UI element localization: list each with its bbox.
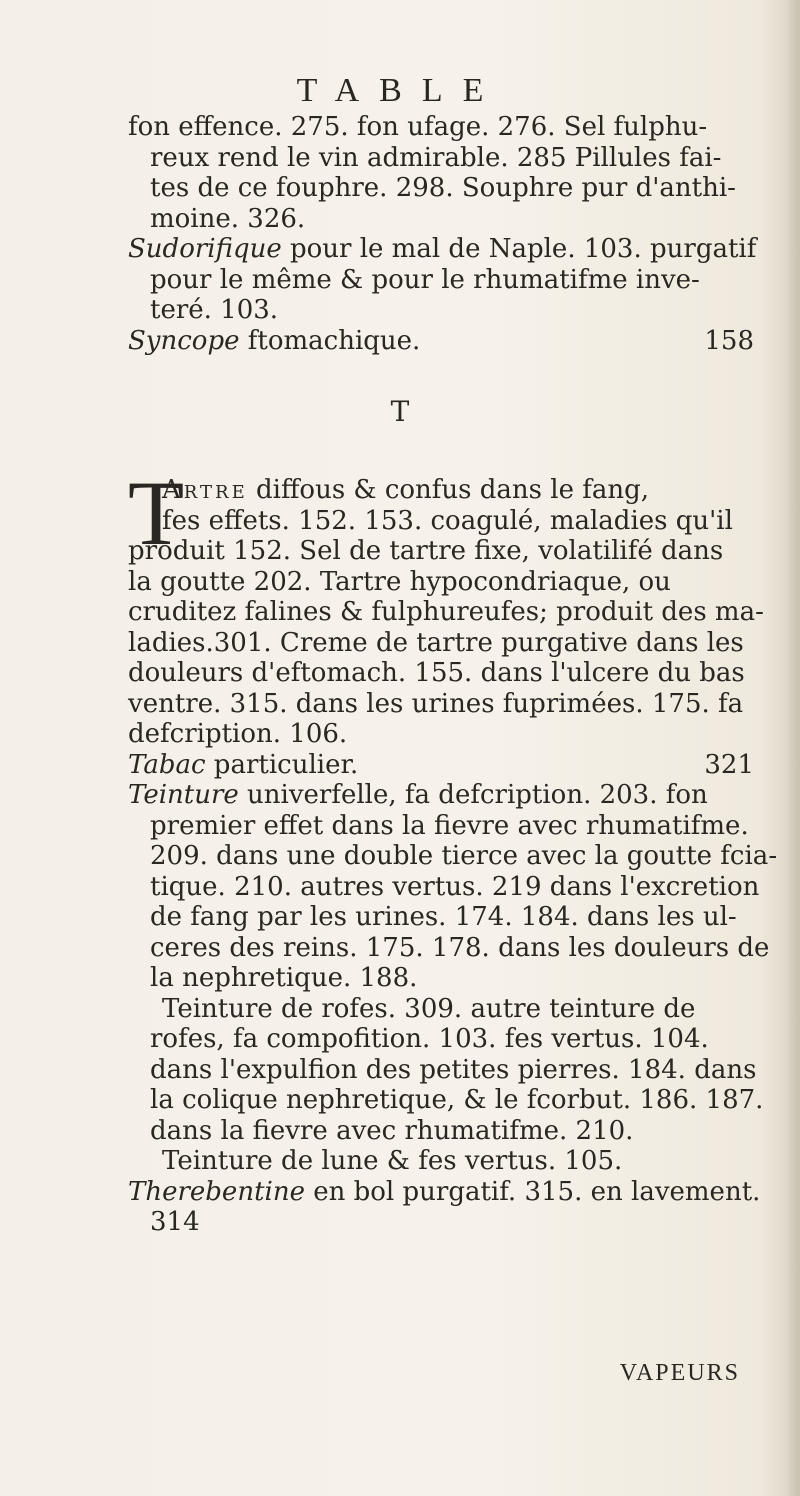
- index-entry: [128, 1177, 768, 1208]
- text-line: fes effets. 152. 153. coagulé, maladies qu'il: [162, 505, 733, 536]
- section-letter: T: [390, 395, 410, 428]
- text-line: moine. 326.: [150, 203, 306, 234]
- text-line: dans la fievre avec rhumatifme. 210.: [150, 1115, 634, 1146]
- text-line: 314: [150, 1207, 200, 1237]
- index-entry: [128, 750, 768, 781]
- entry-term: Teinture: [128, 780, 239, 810]
- entry-text: univerfelle, fa defcription. 203. fon: [247, 780, 708, 810]
- text-line: pour le même & pour le rhumatifme inve-: [150, 264, 700, 295]
- entry-text: diffous & confus dans le fang,: [255, 475, 650, 505]
- text-line: Teinture de lune & fes vertus. 105.: [162, 1146, 623, 1176]
- entry-text: pour le mal de Naple. 103. purgatif: [289, 234, 757, 264]
- text-line: de fang par les urines. 174. 184. dans les ul-: [150, 902, 737, 932]
- text-line: rofes, fa compofition. 103. fes vertus. 104.: [150, 1024, 709, 1054]
- text-line: ceres des reins. 175. 178. dans les douleurs de: [150, 932, 770, 963]
- text-line: teré. 103.: [150, 295, 279, 325]
- text-line: produit 152. Sel de tartre fixe, volatilifé dans: [128, 536, 724, 566]
- text-line: cruditez falines & fulphureufes; produit des ma-: [128, 597, 764, 627]
- text-line: defcription. 106.: [128, 719, 348, 749]
- text-line: ladies.301. Creme de tartre purgative dans les: [128, 627, 744, 658]
- index-entry: [128, 326, 768, 357]
- entry-term: Syncope: [128, 325, 240, 356]
- text-line: premier effet dans la fievre avec rhumatifme.: [150, 810, 749, 841]
- text-line: tique. 210. autres vertus. 219 dans l'excretion: [150, 871, 760, 902]
- text-line: la nephretique. 188.: [150, 963, 418, 993]
- entry-term: Sudorifique: [128, 234, 282, 264]
- drop-cap: T: [128, 462, 185, 564]
- text-line: Teinture de rofes. 309. autre teinture de: [162, 993, 696, 1024]
- text-line: la goutte 202. Tartre hypocondriaque, ou: [128, 566, 671, 597]
- text-line: fon effence. 275. fon ufage. 276. Sel fulphu-: [128, 112, 708, 142]
- running-header: TABLE: [296, 72, 504, 109]
- entry-term: Therebentine: [128, 1176, 305, 1207]
- page-edge-shadow: [786, 0, 800, 1496]
- entry-text: particulier.: [213, 749, 359, 780]
- text-line: reux rend le vin admirable. 285 Pillules fai-: [150, 142, 722, 173]
- text-line: [128, 475, 768, 506]
- entry-term: Artre: [162, 475, 248, 505]
- index-entry: [128, 234, 768, 265]
- text-line: la colique nephretique, & le fcorbut. 186. 187.: [150, 1085, 764, 1115]
- text-line: dans l'expulfion des petites pierres. 184. dans: [150, 1054, 757, 1085]
- entry-text: en bol purgatif. 315. en lavement.: [313, 1176, 761, 1207]
- text-line: tes de ce fouphre. 298. Souphre pur d'anthi-: [150, 173, 736, 203]
- index-block-s: [128, 112, 768, 356]
- page-ref: 158: [704, 325, 754, 356]
- text-line: ventre. 315. dans les urines fuprimées. 175. fa: [128, 688, 744, 719]
- page-ref: 321: [704, 749, 754, 780]
- entry-term: Tabac: [128, 749, 206, 780]
- text-line: 209. dans une double tierce avec la goutte fcia-: [150, 841, 778, 871]
- text-line: douleurs d'eftomach. 155. dans l'ulcere du bas: [128, 658, 745, 688]
- index-entry: [128, 780, 768, 811]
- entry-text: ftomachique.: [247, 325, 421, 356]
- index-block-t: [128, 462, 778, 1238]
- catchword: VAPEURS: [619, 1360, 740, 1386]
